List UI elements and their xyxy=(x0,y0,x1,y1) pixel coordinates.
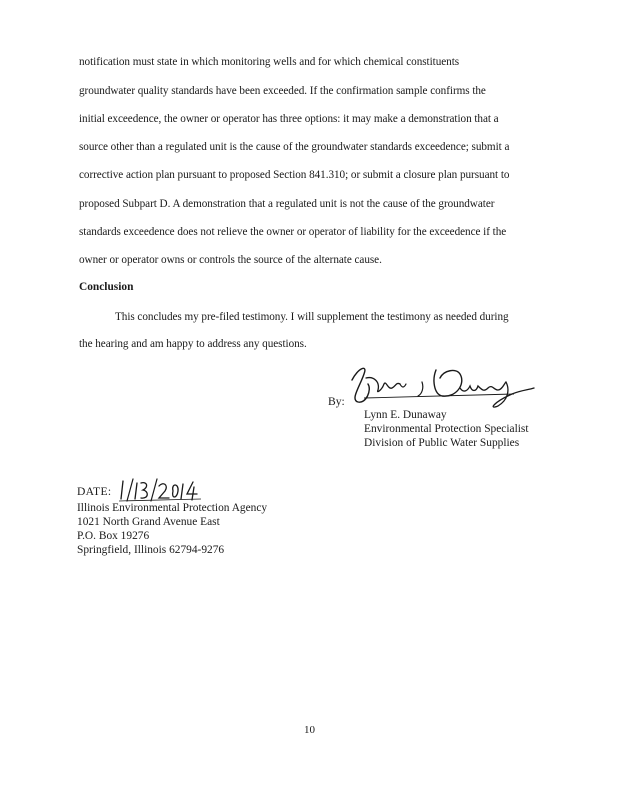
by-label: By: xyxy=(328,395,345,408)
date-label: DATE: xyxy=(77,485,112,498)
conclusion-line: the hearing and am happy to address any questions. xyxy=(79,338,307,350)
handwritten-date xyxy=(117,477,203,503)
address-line: Springfield, Illinois 62794-9276 xyxy=(77,544,225,556)
handwritten-signature xyxy=(338,360,538,410)
body-line: corrective action plan pursuant to proposed Section 841.310; or submit a closure plan pursuant to xyxy=(79,169,510,181)
page-number: 10 xyxy=(304,724,315,736)
body-line: initial exceedence, the owner or operator has three options: it may make a demonstration that a xyxy=(79,113,499,125)
body-line: owner or operator owns or controls the source of the alternate cause. xyxy=(79,254,382,266)
body-line: source other than a regulated unit is the cause of the groundwater standards exceedence; submit a xyxy=(79,141,510,153)
signer-division: Division of Public Water Supplies xyxy=(364,437,520,449)
date-block xyxy=(77,477,337,557)
conclusion-line: This concludes my pre-filed testimony. I will supplement the testimony as needed during xyxy=(115,311,509,323)
address-line: 1021 North Grand Avenue East xyxy=(77,516,220,528)
body-line: groundwater quality standards have been exceeded. If the confirmation sample confirms the xyxy=(79,85,486,97)
body-line: notification must state in which monitoring wells and for which chemical constituents xyxy=(79,56,460,68)
address-line: Illinois Environmental Protection Agency xyxy=(77,502,268,514)
signer-title: Environmental Protection Specialist xyxy=(364,423,529,435)
body-line: standards exceedence does not relieve the owner or operator of liability for the exceedence if the xyxy=(79,226,507,238)
body-line: proposed Subpart D. A demonstration that a regulated unit is not the cause of the groundwater xyxy=(79,198,495,210)
address-line: P.O. Box 19276 xyxy=(77,530,150,542)
signature-block xyxy=(328,360,588,460)
signer-name: Lynn E. Dunaway xyxy=(364,409,447,421)
conclusion-heading: Conclusion xyxy=(79,281,134,293)
